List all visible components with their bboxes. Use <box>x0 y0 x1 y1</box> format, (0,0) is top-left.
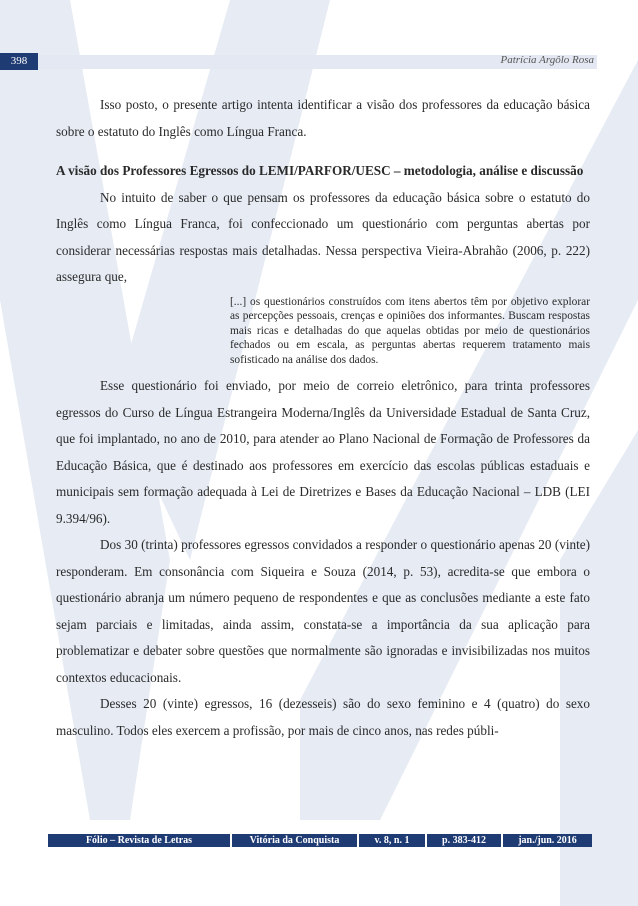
footer-journal: Fólio – Revista de Letras <box>48 834 232 847</box>
section-heading: A visão dos Professores Egressos do LEMI/PARFOR/UESC – metodologia, análise e discussão <box>56 163 584 178</box>
paragraph-demographics: Desses 20 (vinte) egressos, 16 (dezesseis) são do sexo feminino e 4 (quatro) do sexo masculino. Todos eles exercem a profissão, por mais de cinco anos, nas redes públi- <box>56 696 590 738</box>
paragraph-methodology: No intuito de saber o que pensam os professores da educação básica sobre o estatuto do Inglês como Língua Franca, foi confeccionado um questionário com perguntas abertas por considerar necessárias respostas mais detalhadas. Nessa perspectiva Vieira-Abrahão (2006, p. 222) assegura que, <box>56 189 590 284</box>
footer-city: Vitória da Conquista <box>232 834 359 847</box>
running-head-author: Patrícia Argôlo Rosa <box>500 54 594 66</box>
paragraph-questionnaire: Esse questionário foi enviado, por meio de correio eletrônico, para trinta professores egressos do Curso de Língua Estrangeira Moderna/Inglês da Universidade Estadual de Santa Cruz, que foi implantado, no ano de 2010, para atender ao Plano Nacional de Formação de Professores da Educação Básica, que é destinado aos professores em exercício das escolas públicas estaduais e municipais sem formação adequada à Lei de Diretrizes e Bases da Educação Nacional – LDB (LEI 9.394/96). <box>56 378 590 526</box>
footer-pages: p. 383-412 <box>427 834 503 847</box>
paragraph-respondents: Dos 30 (trinta) professores egressos convidados a responder o questionário apenas 20 (vinte) responderam. Em consonância com Siqueira e Souza (2014, p. 53), acredita-se que embora o questionário abranja um número pequeno de respondentes e que as conclusões mediante a este fato sejam parciais e limitadas, ainda assim, constata-se a importância da sua aplicação para problematizar e debater sobre questões que normalmente são ignoradas e invisibilizadas nos muitos contextos educacionais. <box>56 537 590 685</box>
footer-date: jan./jun. 2016 <box>518 835 577 846</box>
page-number: 398 <box>0 53 38 70</box>
block-quote: [...] os questionários construídos com itens abertos têm por objetivo explorar as percepções pessoais, crenças e opiniões dos informantes. Buscam respostas mais ricas e detalhadas do que aquelas obtidas por meio de questionários fechados ou em escala, as perguntas abertas requerem tratamento mais sofisticado na análise dos dados. <box>230 295 590 366</box>
paragraph-intro: Isso posto, o presente artigo intenta identificar a visão dos professores da educação básica sobre o estatuto do Inglês como Língua Franca. <box>56 97 590 139</box>
footer-volume: v. 8, n. 1 <box>359 834 427 847</box>
article-body <box>56 92 590 744</box>
footer-bar <box>48 834 592 847</box>
